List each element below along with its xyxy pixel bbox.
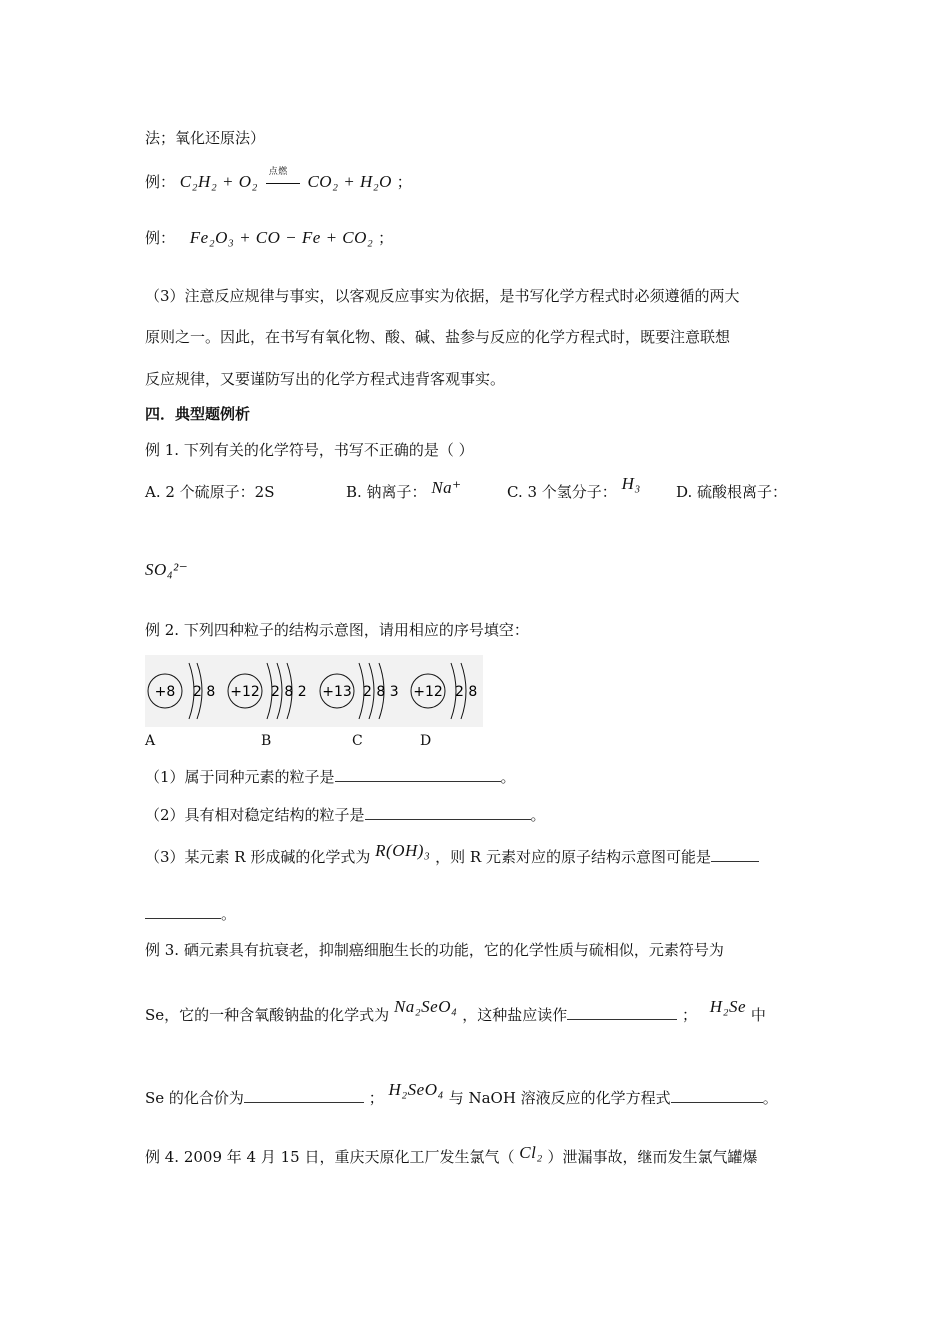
question-text: Se 的化合价为 <box>145 1089 244 1107</box>
punctuation: 。 <box>500 768 516 786</box>
answer-blank[interactable] <box>711 847 759 862</box>
figure-label-d: D <box>420 733 432 749</box>
example-equation-2 <box>145 228 393 248</box>
figure-label-a: A <box>145 733 156 749</box>
question-text: ）泄漏事故，继而发生氯气罐爆 <box>547 1148 758 1166</box>
punctuation: ； <box>368 1089 384 1107</box>
formula: C₂H₂ + O₂ <box>179 172 258 191</box>
answer-blank[interactable] <box>145 904 221 919</box>
text-line: 法；氧化还原法） <box>145 129 266 147</box>
punctuation: 。 <box>762 1089 778 1107</box>
punctuation: ； <box>682 1006 698 1024</box>
shell-electrons: 2 8 <box>193 684 216 700</box>
question-text: （1）属于同种元素的粒子是 <box>145 768 335 786</box>
shell-electrons: 2 8 2 <box>271 684 307 700</box>
shell-electrons: 2 8 3 <box>363 684 399 700</box>
punctuation: 。 <box>221 905 237 923</box>
example-equation-1 <box>145 166 412 192</box>
formula: Na⁺ <box>431 478 462 497</box>
formula: CO₂ + H₂O <box>307 172 392 191</box>
question-2-part-1 <box>145 767 516 787</box>
formula: Na₂SeO₄ <box>393 997 458 1016</box>
question-text: Se，它的一种含氧酸钠盐的化学式为 <box>145 1006 390 1024</box>
question-text: 例 4. 2009 年 4 月 15 日，重庆天原化工厂发生氯气（ <box>145 1148 515 1166</box>
formula: Cl₂ <box>519 1143 543 1162</box>
answer-blank[interactable] <box>567 1005 677 1020</box>
paragraph-line: 反应规律，又要谨防写出的化学方程式违背客观事实。 <box>145 370 506 388</box>
nucleus-label: +12 <box>230 684 260 700</box>
answer-blank[interactable] <box>244 1088 364 1103</box>
question-2-part-3 <box>145 841 759 867</box>
atom-structure-diagram <box>145 655 483 727</box>
reaction-arrow <box>263 166 303 192</box>
reaction-condition: 点燃 <box>268 166 288 176</box>
formula: Fe₂O₃ + CO − Fe + CO₂ <box>189 228 374 247</box>
example-label: 例： <box>145 229 176 247</box>
question-1-option-c <box>507 474 641 502</box>
punctuation: ； <box>396 173 412 191</box>
question-text: ，则 R 元素对应的原子结构示意图可能是 <box>435 848 711 866</box>
question-3: 例 3. 硒元素具有抗衰老，抑制癌细胞生长的功能，它的化学性质与硫相似，元素符号为 <box>145 941 724 959</box>
formula: SO₄²⁻ <box>145 560 189 579</box>
question-text: （2）具有相对稳定结构的粒子是 <box>145 806 365 824</box>
nucleus-label: +8 <box>154 684 176 700</box>
formula: R(OH)₃ <box>375 841 431 860</box>
punctuation: ； <box>378 229 394 247</box>
section-heading: 四．典型题例析 <box>145 405 251 423</box>
answer-blank[interactable] <box>335 767 501 782</box>
question-1-option-a: A. 2 个硫原子：2S <box>145 483 275 501</box>
shell-electrons: 2 8 <box>455 684 478 700</box>
example-label: 例： <box>145 173 176 191</box>
option-label: C. 3 个氢分子： <box>507 483 617 501</box>
punctuation: 。 <box>530 806 546 824</box>
option-label: B. 钠离子： <box>346 483 427 501</box>
question-2: 例 2. 下列四种粒子的结构示意图，请用相应的序号填空： <box>145 621 529 639</box>
figure-label-c: C <box>352 733 363 749</box>
question-text: ，这种盐应读作 <box>462 1006 568 1024</box>
question-text: （3）某元素 R 形成碱的化学式为 <box>145 848 371 866</box>
question-text: 与 NaOH 溶液反应的化学方程式 <box>448 1089 671 1107</box>
nucleus-label: +13 <box>322 684 352 700</box>
question-1: 例 1. 下列有关的化学符号，书写不正确的是（ ） <box>145 441 474 459</box>
answer-blank[interactable] <box>365 805 531 820</box>
figure-label-b: B <box>261 733 272 749</box>
formula: H₂SeO₄ <box>388 1080 444 1099</box>
question-1-option-b <box>346 478 462 502</box>
nucleus-label: +12 <box>413 684 443 700</box>
formula: H₂Se <box>709 997 747 1016</box>
paragraph-line: 原则之一。因此，在书写有氧化物、酸、碱、盐参与反应的化学方程式时，既要注意联想 <box>145 328 731 346</box>
question-3-line-2 <box>145 997 766 1025</box>
formula: H₃ <box>621 474 641 493</box>
question-4 <box>145 1143 758 1167</box>
question-3-line-3 <box>145 1080 778 1108</box>
question-text: 中 <box>750 1006 766 1024</box>
question-2-part-2 <box>145 805 546 825</box>
answer-blank[interactable] <box>671 1088 763 1103</box>
question-1-option-d: D. 硫酸根离子： <box>676 483 788 501</box>
paragraph-line: （3）注意反应规律与事实，以客观反应事实为依据，是书写化学方程式时必须遵循的两大 <box>145 287 740 305</box>
answer-continuation <box>145 904 236 924</box>
